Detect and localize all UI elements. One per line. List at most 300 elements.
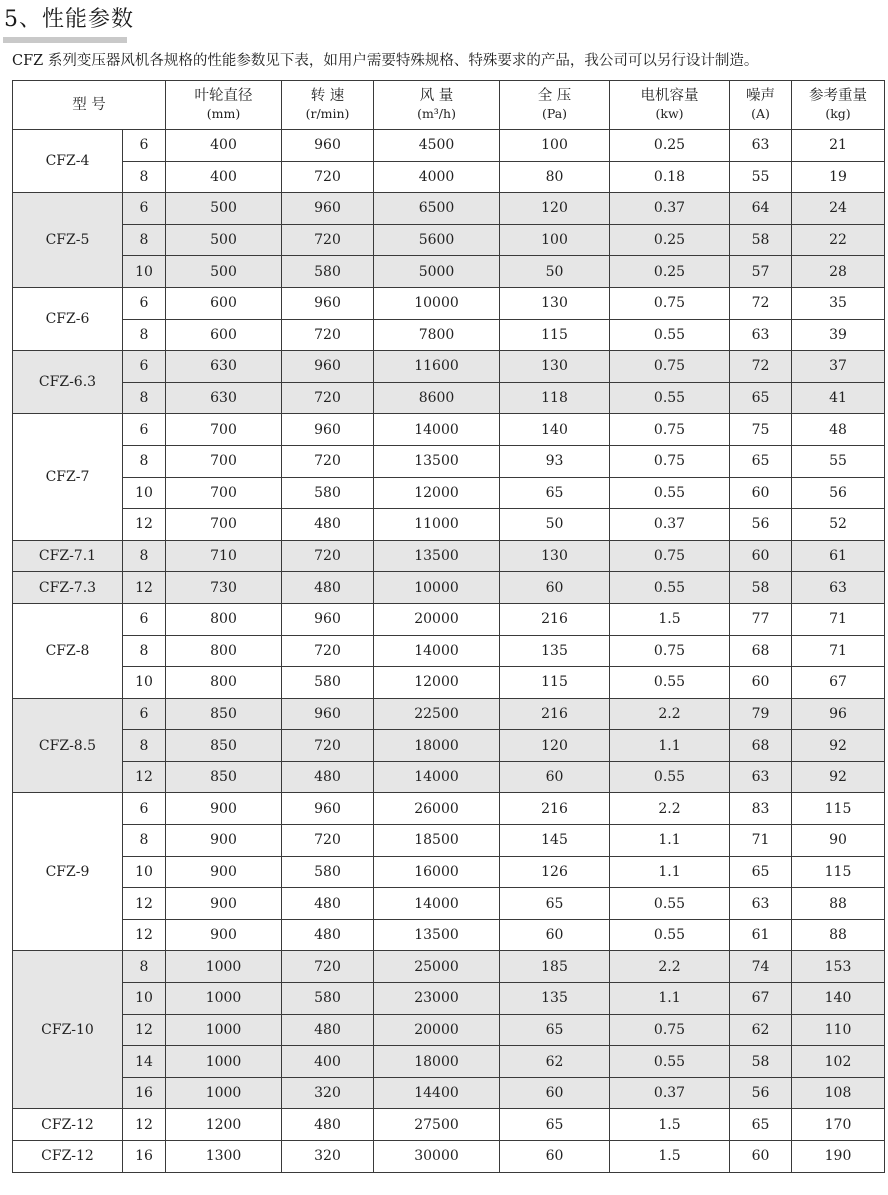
header-label: 风 量 [419, 88, 454, 104]
pole-count-cell: 16 [123, 1077, 166, 1109]
weight-cell: 41 [792, 382, 885, 414]
motor-capacity-cell: 1.1 [610, 730, 730, 762]
pole-count-cell: 6 [123, 351, 166, 383]
table-row [13, 667, 885, 699]
total-pressure-cell: 100 [500, 130, 610, 162]
table-row [13, 509, 885, 541]
motor-capacity-cell: 0.75 [610, 351, 730, 383]
weight-cell: 56 [792, 477, 885, 509]
header-motor-capacity [610, 81, 730, 130]
airflow-cell: 20000 [374, 603, 500, 635]
table-row [13, 635, 885, 667]
speed-cell: 720 [282, 635, 374, 667]
model-cell: CFZ-6 [13, 287, 123, 350]
impeller-diameter-cell: 900 [166, 888, 282, 920]
pole-count-cell: 6 [123, 193, 166, 225]
weight-cell: 71 [792, 635, 885, 667]
weight-cell: 92 [792, 761, 885, 793]
noise-cell: 60 [730, 1141, 792, 1173]
airflow-cell: 14000 [374, 888, 500, 920]
speed-cell: 960 [282, 414, 374, 446]
noise-cell: 60 [730, 477, 792, 509]
header-airflow [374, 81, 500, 130]
total-pressure-cell: 130 [500, 351, 610, 383]
weight-cell: 28 [792, 256, 885, 288]
motor-capacity-cell: 0.75 [610, 1014, 730, 1046]
speed-cell: 480 [282, 1014, 374, 1046]
airflow-cell: 18000 [374, 1046, 500, 1078]
speed-cell: 720 [282, 224, 374, 256]
airflow-cell: 26000 [374, 793, 500, 825]
noise-cell: 60 [730, 667, 792, 699]
header-label: 叶轮直径 [194, 88, 253, 104]
table-row [13, 919, 885, 951]
pole-count-cell: 8 [123, 540, 166, 572]
total-pressure-cell: 120 [500, 730, 610, 762]
total-pressure-cell: 93 [500, 445, 610, 477]
table-row [13, 572, 885, 604]
airflow-cell: 8600 [374, 382, 500, 414]
noise-cell: 63 [730, 130, 792, 162]
header-label: 转 速 [310, 88, 345, 104]
total-pressure-cell: 60 [500, 1077, 610, 1109]
pole-count-cell: 8 [123, 730, 166, 762]
table-row [13, 793, 885, 825]
weight-cell: 61 [792, 540, 885, 572]
model-cell: CFZ-12 [13, 1109, 123, 1141]
pole-count-cell: 6 [123, 793, 166, 825]
noise-cell: 56 [730, 1077, 792, 1109]
weight-cell: 90 [792, 825, 885, 857]
speed-cell: 960 [282, 603, 374, 635]
total-pressure-cell: 65 [500, 1014, 610, 1046]
weight-cell: 92 [792, 730, 885, 762]
weight-cell: 35 [792, 287, 885, 319]
pole-count-cell: 12 [123, 761, 166, 793]
total-pressure-cell: 145 [500, 825, 610, 857]
motor-capacity-cell: 0.37 [610, 193, 730, 225]
noise-cell: 71 [730, 825, 792, 857]
pole-count-cell: 8 [123, 382, 166, 414]
table-body [13, 130, 885, 1173]
motor-capacity-cell: 2.2 [610, 793, 730, 825]
speed-cell: 580 [282, 477, 374, 509]
airflow-cell: 13500 [374, 445, 500, 477]
airflow-cell: 22500 [374, 698, 500, 730]
table-row [13, 224, 885, 256]
motor-capacity-cell: 0.75 [610, 635, 730, 667]
weight-cell: 170 [792, 1109, 885, 1141]
motor-capacity-cell: 0.55 [610, 1046, 730, 1078]
speed-cell: 960 [282, 698, 374, 730]
airflow-cell: 16000 [374, 856, 500, 888]
impeller-diameter-cell: 500 [166, 193, 282, 225]
total-pressure-cell: 60 [500, 761, 610, 793]
pole-count-cell: 8 [123, 224, 166, 256]
airflow-cell: 14000 [374, 414, 500, 446]
motor-capacity-cell: 0.55 [610, 919, 730, 951]
weight-cell: 21 [792, 130, 885, 162]
weight-cell: 63 [792, 572, 885, 604]
pole-count-cell: 6 [123, 130, 166, 162]
airflow-cell: 5600 [374, 224, 500, 256]
motor-capacity-cell: 1.1 [610, 983, 730, 1015]
impeller-diameter-cell: 900 [166, 919, 282, 951]
total-pressure-cell: 135 [500, 983, 610, 1015]
total-pressure-cell: 185 [500, 951, 610, 983]
pole-count-cell: 16 [123, 1141, 166, 1173]
header-label: 参考重量 [809, 88, 868, 104]
motor-capacity-cell: 0.55 [610, 761, 730, 793]
total-pressure-cell: 80 [500, 161, 610, 193]
speed-cell: 960 [282, 193, 374, 225]
pole-count-cell: 10 [123, 856, 166, 888]
table-row [13, 825, 885, 857]
table-row [13, 161, 885, 193]
pole-count-cell: 6 [123, 698, 166, 730]
table-row [13, 983, 885, 1015]
pole-count-cell: 6 [123, 603, 166, 635]
pole-count-cell: 8 [123, 825, 166, 857]
table-row [13, 698, 885, 730]
motor-capacity-cell: 1.5 [610, 1109, 730, 1141]
speed-cell: 320 [282, 1141, 374, 1173]
motor-capacity-cell: 0.75 [610, 287, 730, 319]
table-row [13, 1141, 885, 1173]
weight-cell: 22 [792, 224, 885, 256]
motor-capacity-cell: 2.2 [610, 698, 730, 730]
pole-count-cell: 10 [123, 477, 166, 509]
noise-cell: 63 [730, 888, 792, 920]
airflow-cell: 4000 [374, 161, 500, 193]
noise-cell: 68 [730, 635, 792, 667]
table-row [13, 1014, 885, 1046]
total-pressure-cell: 65 [500, 1109, 610, 1141]
motor-capacity-cell: 0.55 [610, 667, 730, 699]
airflow-cell: 30000 [374, 1141, 500, 1173]
table-row [13, 445, 885, 477]
speed-cell: 320 [282, 1077, 374, 1109]
total-pressure-cell: 216 [500, 698, 610, 730]
table-row [13, 1077, 885, 1109]
table-row [13, 856, 885, 888]
total-pressure-cell: 126 [500, 856, 610, 888]
pole-count-cell: 10 [123, 983, 166, 1015]
model-cell: CFZ-4 [13, 130, 123, 193]
weight-cell: 108 [792, 1077, 885, 1109]
pole-count-cell: 8 [123, 635, 166, 667]
airflow-cell: 14400 [374, 1077, 500, 1109]
impeller-diameter-cell: 1000 [166, 983, 282, 1015]
speed-cell: 580 [282, 256, 374, 288]
pole-count-cell: 12 [123, 888, 166, 920]
airflow-cell: 7800 [374, 319, 500, 351]
pole-count-cell: 12 [123, 1014, 166, 1046]
impeller-diameter-cell: 600 [166, 287, 282, 319]
impeller-diameter-cell: 1000 [166, 951, 282, 983]
airflow-cell: 11600 [374, 351, 500, 383]
noise-cell: 74 [730, 951, 792, 983]
total-pressure-cell: 118 [500, 382, 610, 414]
impeller-diameter-cell: 800 [166, 603, 282, 635]
speed-cell: 720 [282, 540, 374, 572]
motor-capacity-cell: 0.55 [610, 888, 730, 920]
speed-cell: 720 [282, 382, 374, 414]
section-title: 5、性能参数 [4, 7, 134, 32]
airflow-cell: 18500 [374, 825, 500, 857]
table-row [13, 414, 885, 446]
header-total-pressure [500, 81, 610, 130]
speed-cell: 960 [282, 130, 374, 162]
weight-cell: 115 [792, 856, 885, 888]
motor-capacity-cell: 0.75 [610, 445, 730, 477]
weight-cell: 153 [792, 951, 885, 983]
table-row [13, 761, 885, 793]
speed-cell: 580 [282, 856, 374, 888]
title-underline [3, 37, 127, 43]
pole-count-cell: 12 [123, 572, 166, 604]
table-row [13, 730, 885, 762]
airflow-cell: 6500 [374, 193, 500, 225]
table-row [13, 603, 885, 635]
table-row [13, 888, 885, 920]
noise-cell: 58 [730, 224, 792, 256]
noise-cell: 58 [730, 572, 792, 604]
total-pressure-cell: 216 [500, 793, 610, 825]
impeller-diameter-cell: 700 [166, 477, 282, 509]
total-pressure-cell: 130 [500, 540, 610, 572]
noise-cell: 63 [730, 761, 792, 793]
motor-capacity-cell: 1.1 [610, 825, 730, 857]
weight-cell: 52 [792, 509, 885, 541]
motor-capacity-cell: 0.75 [610, 414, 730, 446]
impeller-diameter-cell: 1000 [166, 1046, 282, 1078]
noise-cell: 68 [730, 730, 792, 762]
weight-cell: 140 [792, 983, 885, 1015]
impeller-diameter-cell: 630 [166, 382, 282, 414]
speed-cell: 480 [282, 1109, 374, 1141]
model-cell: CFZ-8 [13, 603, 123, 698]
impeller-diameter-cell: 730 [166, 572, 282, 604]
table-row [13, 477, 885, 509]
impeller-diameter-cell: 800 [166, 635, 282, 667]
total-pressure-cell: 216 [500, 603, 610, 635]
impeller-diameter-cell: 1300 [166, 1141, 282, 1173]
total-pressure-cell: 65 [500, 477, 610, 509]
impeller-diameter-cell: 700 [166, 445, 282, 477]
weight-cell: 19 [792, 161, 885, 193]
speed-cell: 720 [282, 319, 374, 351]
speed-cell: 480 [282, 761, 374, 793]
model-cell: CFZ-9 [13, 793, 123, 951]
speed-cell: 580 [282, 983, 374, 1015]
noise-cell: 77 [730, 603, 792, 635]
total-pressure-cell: 115 [500, 319, 610, 351]
airflow-cell: 14000 [374, 761, 500, 793]
model-cell: CFZ-7.1 [13, 540, 123, 572]
speed-cell: 720 [282, 445, 374, 477]
pole-count-cell: 6 [123, 287, 166, 319]
speed-cell: 960 [282, 287, 374, 319]
model-cell: CFZ-7 [13, 414, 123, 540]
impeller-diameter-cell: 600 [166, 319, 282, 351]
weight-cell: 55 [792, 445, 885, 477]
noise-cell: 57 [730, 256, 792, 288]
noise-cell: 55 [730, 161, 792, 193]
speed-cell: 400 [282, 1046, 374, 1078]
impeller-diameter-cell: 1000 [166, 1014, 282, 1046]
header-label: 全 压 [537, 88, 572, 104]
airflow-cell: 4500 [374, 130, 500, 162]
model-cell: CFZ-7.3 [13, 572, 123, 604]
header-unit: (kw) [655, 106, 684, 121]
airflow-cell: 25000 [374, 951, 500, 983]
noise-cell: 75 [730, 414, 792, 446]
model-cell: CFZ-10 [13, 951, 123, 1109]
total-pressure-cell: 60 [500, 1141, 610, 1173]
speed-cell: 480 [282, 919, 374, 951]
airflow-cell: 10000 [374, 572, 500, 604]
noise-cell: 67 [730, 983, 792, 1015]
airflow-cell: 27500 [374, 1109, 500, 1141]
table-row [13, 287, 885, 319]
weight-cell: 39 [792, 319, 885, 351]
table-row [13, 951, 885, 983]
weight-cell: 67 [792, 667, 885, 699]
weight-cell: 190 [792, 1141, 885, 1173]
impeller-diameter-cell: 1200 [166, 1109, 282, 1141]
impeller-diameter-cell: 630 [166, 351, 282, 383]
pole-count-cell: 10 [123, 256, 166, 288]
model-cell: CFZ-5 [13, 193, 123, 288]
speed-cell: 720 [282, 825, 374, 857]
speed-cell: 720 [282, 161, 374, 193]
noise-cell: 65 [730, 1109, 792, 1141]
speed-cell: 960 [282, 351, 374, 383]
impeller-diameter-cell: 1000 [166, 1077, 282, 1109]
table-row [13, 256, 885, 288]
motor-capacity-cell: 1.5 [610, 1141, 730, 1173]
pole-count-cell: 8 [123, 951, 166, 983]
motor-capacity-cell: 0.55 [610, 477, 730, 509]
airflow-cell: 12000 [374, 477, 500, 509]
speed-cell: 480 [282, 572, 374, 604]
motor-capacity-cell: 1.5 [610, 603, 730, 635]
impeller-diameter-cell: 500 [166, 256, 282, 288]
weight-cell: 110 [792, 1014, 885, 1046]
speed-cell: 720 [282, 951, 374, 983]
motor-capacity-cell: 0.25 [610, 130, 730, 162]
table-row [13, 382, 885, 414]
impeller-diameter-cell: 850 [166, 761, 282, 793]
header-weight [792, 81, 885, 130]
impeller-diameter-cell: 800 [166, 667, 282, 699]
total-pressure-cell: 60 [500, 572, 610, 604]
intro-paragraph: CFZ 系列变压器风机各规格的性能参数见下表，如用户需要特殊规格、特殊要求的产品，我公司可以另行设计制造。 [12, 53, 759, 69]
total-pressure-cell: 50 [500, 509, 610, 541]
speed-cell: 480 [282, 509, 374, 541]
total-pressure-cell: 60 [500, 919, 610, 951]
motor-capacity-cell: 0.55 [610, 382, 730, 414]
noise-cell: 56 [730, 509, 792, 541]
noise-cell: 83 [730, 793, 792, 825]
impeller-diameter-cell: 900 [166, 856, 282, 888]
airflow-cell: 13500 [374, 540, 500, 572]
noise-cell: 62 [730, 1014, 792, 1046]
table-row [13, 351, 885, 383]
total-pressure-cell: 140 [500, 414, 610, 446]
speed-cell: 960 [282, 793, 374, 825]
airflow-cell: 23000 [374, 983, 500, 1015]
weight-cell: 24 [792, 193, 885, 225]
model-cell: CFZ-8.5 [13, 698, 123, 793]
pole-count-cell: 10 [123, 667, 166, 699]
impeller-diameter-cell: 700 [166, 509, 282, 541]
header-unit: (mm) [206, 106, 241, 121]
header-unit: (Pa) [541, 106, 568, 121]
table-header-row [13, 81, 885, 130]
noise-cell: 60 [730, 540, 792, 572]
speed-cell: 580 [282, 667, 374, 699]
noise-cell: 65 [730, 445, 792, 477]
impeller-diameter-cell: 500 [166, 224, 282, 256]
impeller-diameter-cell: 900 [166, 793, 282, 825]
header-unit: (m³/h) [417, 106, 456, 121]
pole-count-cell: 8 [123, 445, 166, 477]
pole-count-cell: 14 [123, 1046, 166, 1078]
weight-cell: 71 [792, 603, 885, 635]
weight-cell: 115 [792, 793, 885, 825]
motor-capacity-cell: 0.37 [610, 509, 730, 541]
noise-cell: 61 [730, 919, 792, 951]
weight-cell: 102 [792, 1046, 885, 1078]
pole-count-cell: 12 [123, 1109, 166, 1141]
noise-cell: 72 [730, 351, 792, 383]
table-row [13, 1109, 885, 1141]
performance-table [12, 80, 885, 1173]
motor-capacity-cell: 0.75 [610, 540, 730, 572]
impeller-diameter-cell: 400 [166, 161, 282, 193]
table-row [13, 540, 885, 572]
total-pressure-cell: 62 [500, 1046, 610, 1078]
noise-cell: 64 [730, 193, 792, 225]
airflow-cell: 13500 [374, 919, 500, 951]
table-row [13, 193, 885, 225]
header-unit: (A) [751, 106, 770, 121]
motor-capacity-cell: 1.1 [610, 856, 730, 888]
weight-cell: 48 [792, 414, 885, 446]
motor-capacity-cell: 2.2 [610, 951, 730, 983]
header-label: 噪声 [746, 88, 776, 104]
impeller-diameter-cell: 850 [166, 698, 282, 730]
pole-count-cell: 8 [123, 319, 166, 351]
weight-cell: 96 [792, 698, 885, 730]
weight-cell: 37 [792, 351, 885, 383]
total-pressure-cell: 115 [500, 667, 610, 699]
speed-cell: 720 [282, 730, 374, 762]
motor-capacity-cell: 0.25 [610, 224, 730, 256]
pole-count-cell: 12 [123, 919, 166, 951]
header-impeller-diameter [166, 81, 282, 130]
noise-cell: 79 [730, 698, 792, 730]
table-row [13, 1046, 885, 1078]
motor-capacity-cell: 0.25 [610, 256, 730, 288]
pole-count-cell: 6 [123, 414, 166, 446]
total-pressure-cell: 50 [500, 256, 610, 288]
model-cell: CFZ-6.3 [13, 351, 123, 414]
total-pressure-cell: 65 [500, 888, 610, 920]
total-pressure-cell: 130 [500, 287, 610, 319]
